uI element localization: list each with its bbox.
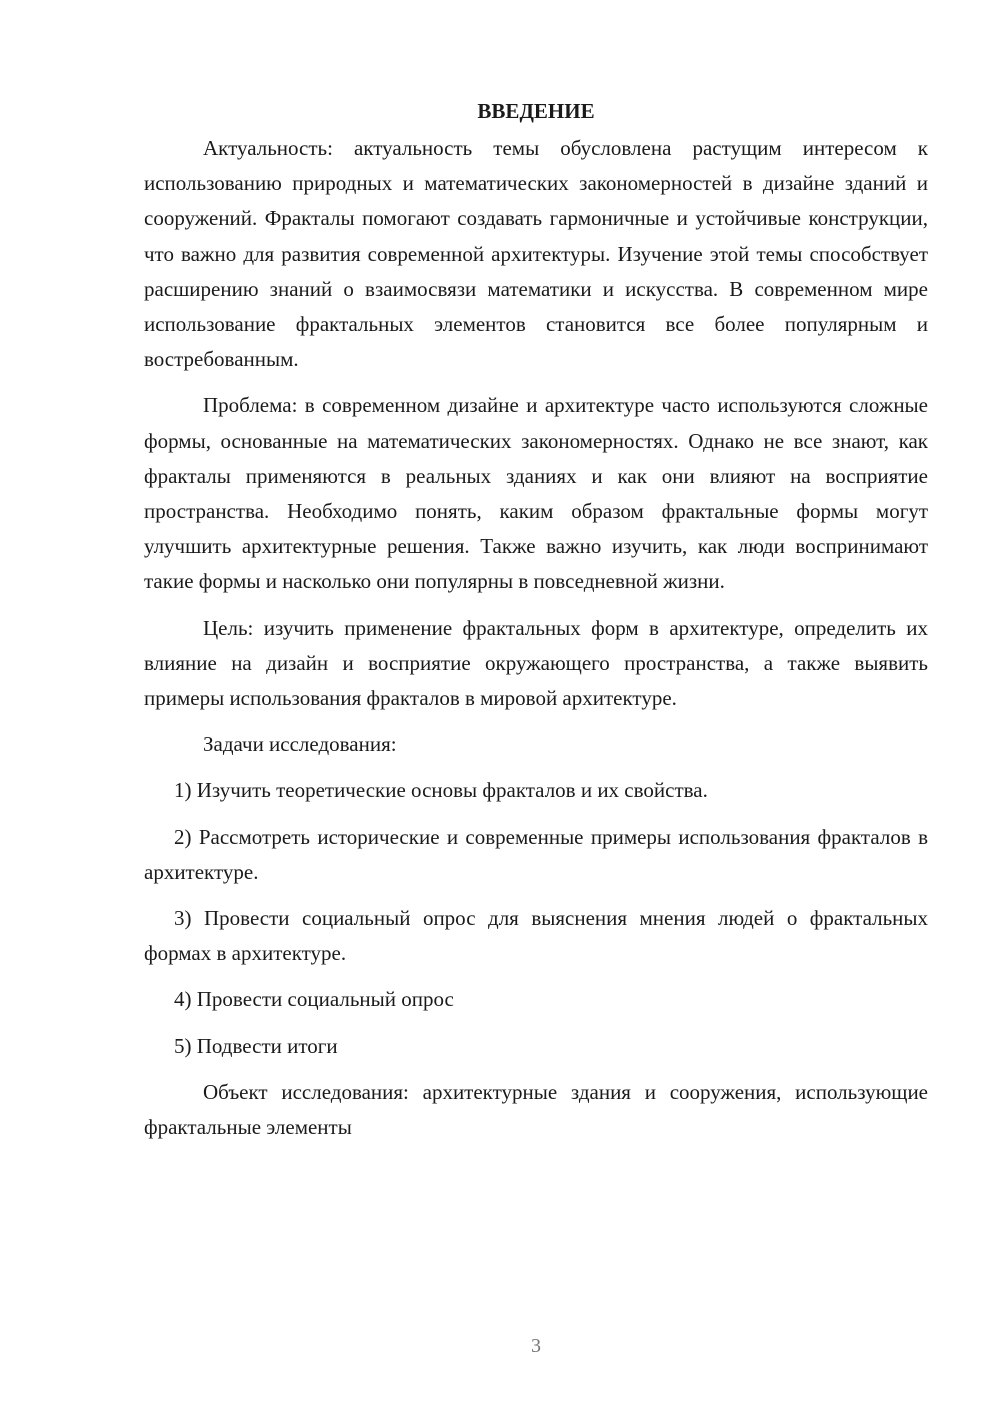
section-heading: ВВЕДЕНИЕ bbox=[477, 99, 595, 123]
task-item: 4) Провести социальный опрос bbox=[174, 987, 454, 1012]
paragraph-problem: Проблема: в современном дизайне и архитектуре часто используются сложные формы, основанные на математических закономерностях. Однако не все знают, как фракталы применяются в реальных зданиях и как они влияют на восприятие пространства. Необходимо понять, каким образом фрактальные формы могут улучшить архитектурные решения. Также важно изучить, как люди воспринимают такие формы и насколько они популярны в повседневной жизни. bbox=[144, 393, 928, 594]
paragraph-relevance: Актуальность: актуальность темы обусловлена растущим интересом к использованию природных и математических закономерностей в дизайне зданий и сооружений. Фракталы помогают создавать гармоничные и устойчивые конструкции, что важно для развития современной архитектуры. Изучение этой темы способствует расширению знаний о взаимосвязи математики и искусства. В современном мире использование фрактальных элементов становится все более популярным и востребованным. bbox=[144, 136, 928, 372]
paragraph-goal: Цель: изучить применение фрактальных форм в архитектуре, определить их влияние на дизайн и восприятие окружающего пространства, а также выявить примеры использования фракталов в мировой архитектуре. bbox=[144, 615, 928, 711]
tasks-heading: Задачи исследования: bbox=[203, 732, 397, 757]
task-item: 5) Подвести итоги bbox=[174, 1033, 338, 1058]
paragraph-object: Объект исследования: архитектурные здания и сооружения, использующие фрактальные элементы bbox=[144, 1079, 928, 1140]
page-content bbox=[144, 94, 928, 1156]
task-item: 2) Рассмотреть исторические и современные примеры использования фракталов в архитектуре. bbox=[144, 824, 928, 884]
task-item: 3) Провести социальный опрос для выяснения мнения людей о фрактальных формах в архитектуре. bbox=[144, 906, 928, 966]
page-number: 3 bbox=[531, 1335, 541, 1357]
task-item: 1) Изучить теоретические основы фракталов и их свойства. bbox=[174, 778, 708, 803]
